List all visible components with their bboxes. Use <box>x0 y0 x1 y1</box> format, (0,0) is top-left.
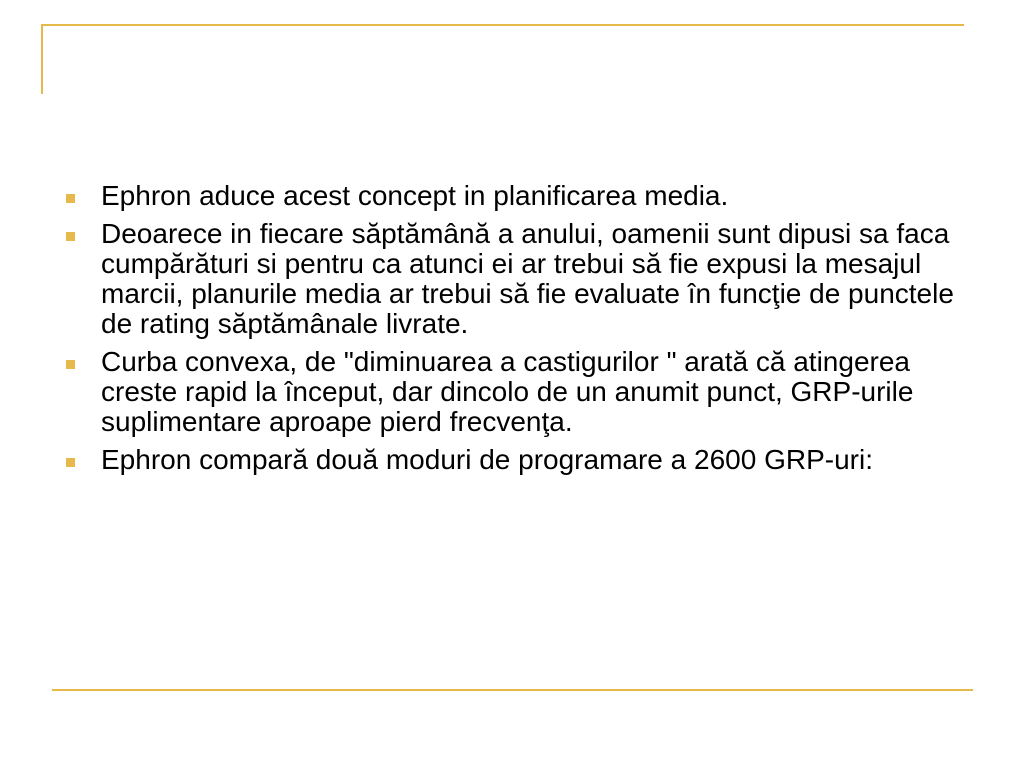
top-horizontal-rule <box>41 24 964 26</box>
bullet-item <box>62 445 972 475</box>
bullet-text: Ephron compară două moduri de programare a 2600 GRP-uri: <box>101 444 873 475</box>
bullet-item <box>62 219 972 339</box>
square-bullet-icon <box>66 194 75 203</box>
bullet-text: Ephron aduce acest concept in planificarea media. <box>101 180 729 211</box>
bullet-text: Curba convexa, de "diminuarea a castigurilor " arată că atingerea creste rapid la început, dar dincolo de un anumit punct, GRP-urile suplimentare aproape pierd frecvenţa. <box>101 346 914 437</box>
top-vertical-rule <box>41 24 43 94</box>
square-bullet-icon <box>66 232 75 241</box>
square-bullet-icon <box>66 360 75 369</box>
bottom-horizontal-rule <box>52 689 973 691</box>
bullet-text: Deoarece in fiecare săptămână a anului, oamenii sunt dipusi sa faca cumpărături si pentru ca atunci ei ar trebui să fie expusi la mesajul marcii, planurile media ar trebui să fie evaluate în funcţie de punctele de rating săptămânale livrate. <box>101 218 954 339</box>
square-bullet-icon <box>66 458 75 467</box>
bullet-list <box>62 181 972 483</box>
bullet-item <box>62 347 972 437</box>
bullet-item <box>62 181 972 211</box>
